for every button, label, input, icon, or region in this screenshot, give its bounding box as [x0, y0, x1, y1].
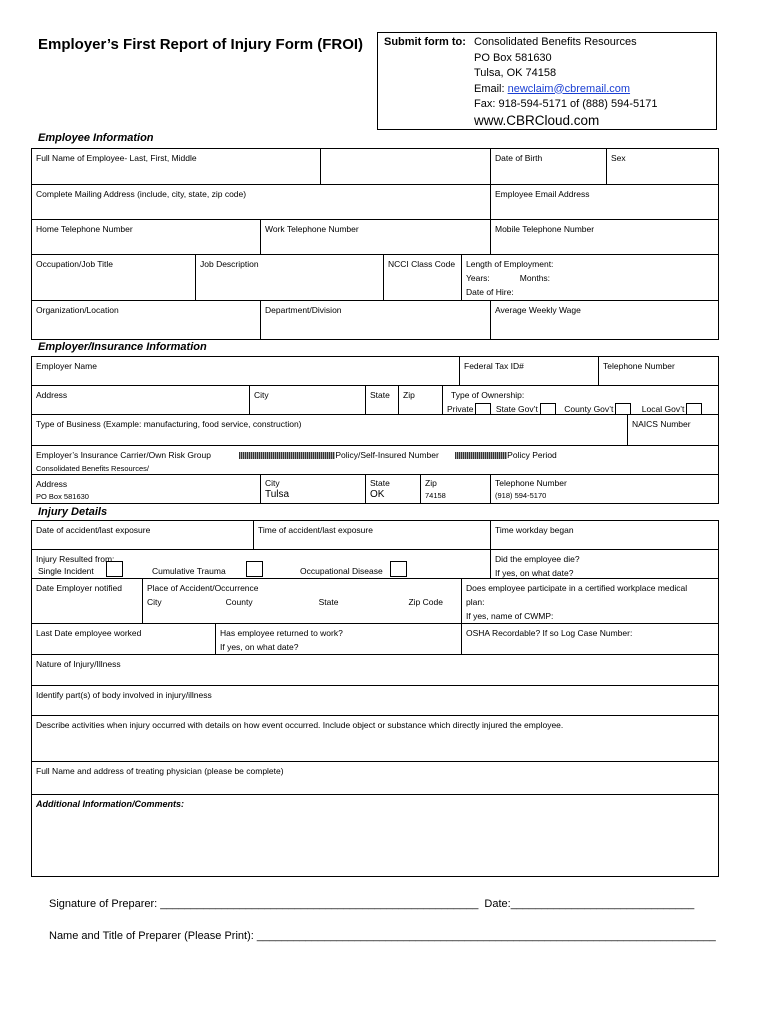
place-city-label: City: [147, 597, 162, 607]
field-label: Date of accident/last exposure: [36, 525, 151, 535]
field-label: Complete Mailing Address (include, city, state, zip code): [36, 189, 247, 199]
field-label: Identify part(s) of body involved in injury/illness: [36, 690, 212, 700]
ownership-field: [442, 385, 719, 415]
field-label: Full Name and address of treating physician (please be complete): [36, 766, 284, 776]
single-incident-label: Single Incident: [38, 566, 94, 576]
field-label: Federal Tax ID#: [464, 361, 524, 371]
email-prefix: Email:: [474, 82, 508, 95]
form-title: Employer’s First Report of Injury Form (FROI): [38, 36, 364, 53]
nature-injury-field[interactable]: [31, 654, 719, 686]
physician-field[interactable]: [31, 761, 719, 795]
place-state-label: State: [318, 597, 339, 607]
field-label: City: [265, 478, 280, 488]
employer-address-field[interactable]: [31, 385, 250, 415]
field-label: If yes, name of CWMP:: [466, 611, 554, 621]
ins-city-field[interactable]: [260, 474, 366, 504]
cumulative-trauma-checkbox[interactable]: [246, 561, 263, 577]
field-label: Sex: [611, 153, 626, 163]
business-type-field[interactable]: [31, 414, 628, 446]
field-label: Length of Employment:: [466, 259, 554, 269]
county-govt-label: County Gov’t: [564, 404, 614, 414]
months-label: Months:: [519, 273, 551, 283]
employer-name-field[interactable]: [31, 356, 460, 386]
field-label: Home Telephone Number: [36, 224, 133, 234]
field-label: Zip: [403, 390, 415, 400]
time-workday-field[interactable]: [490, 520, 719, 550]
carrier-value: Consolidated Benefits Resources/: [36, 464, 149, 473]
employee-dob-field[interactable]: [490, 148, 607, 185]
field-label: NAICS Number: [632, 419, 691, 429]
place-county-label: County: [225, 597, 253, 607]
private-label: Private: [447, 404, 474, 414]
field-label: If yes, on what date?: [495, 568, 574, 578]
employer-state-field[interactable]: [365, 385, 399, 415]
employee-length-field[interactable]: [461, 254, 719, 301]
date-notified-field[interactable]: [31, 578, 143, 624]
place-zip-label: Zip Code: [408, 597, 443, 607]
email-link[interactable]: newclaim@cbremail.com: [507, 82, 631, 95]
occupational-disease-label: Occupational Disease: [300, 566, 383, 576]
employee-job-description-field[interactable]: [195, 254, 384, 301]
field-value: OK: [370, 489, 385, 500]
describe-activities-field[interactable]: [31, 715, 719, 762]
field-value: PO Box 581630: [36, 492, 89, 501]
field-label: State: [370, 390, 390, 400]
field-label: City: [254, 390, 269, 400]
employer-city-field[interactable]: [249, 385, 366, 415]
submit-email: [474, 82, 657, 98]
field-label: Has employee returned to work?: [220, 628, 343, 638]
place-accident-field[interactable]: [142, 578, 462, 624]
state-govt-label: State Gov’t: [495, 404, 538, 414]
employee-section-heading: Employee Information: [38, 132, 154, 144]
injury-section-heading: Injury Details: [38, 506, 108, 518]
employer-tax-id-field[interactable]: [459, 356, 599, 386]
date-accident-field[interactable]: [31, 520, 254, 550]
employer-phone-field[interactable]: [598, 356, 719, 386]
ins-phone-field[interactable]: [490, 474, 719, 504]
employee-occupation-field[interactable]: [31, 254, 196, 301]
cwmp-field[interactable]: [461, 578, 719, 624]
submit-line: Consolidated Benefits Resources: [474, 36, 637, 48]
date-label: Date:______________________________: [484, 898, 695, 910]
field-label: Mobile Telephone Number: [495, 224, 595, 234]
years-months-row: [466, 271, 714, 285]
policy-period-label: Policy Period: [507, 450, 557, 460]
place-subfields: [147, 595, 457, 609]
employee-name-extra-field[interactable]: [320, 148, 491, 185]
field-label: Type of Ownership:: [451, 390, 525, 400]
field-label: Does employee participate in a certified workplace medical: [466, 583, 688, 593]
employee-wage-field[interactable]: [490, 300, 719, 340]
name-title-line[interactable]: Name and Title of Preparer (Please Print): ___________________________________________________________________________: [49, 930, 716, 942]
employee-dept-field[interactable]: [260, 300, 491, 340]
employer-zip-field[interactable]: [398, 385, 443, 415]
field-label: Job Description: [200, 259, 259, 269]
employee-mobile-phone-field[interactable]: [490, 219, 719, 255]
returned-work-field[interactable]: [215, 623, 462, 655]
field-label: Last Date employee worked: [36, 628, 142, 638]
ins-state-field[interactable]: [365, 474, 421, 504]
submit-fax: Fax: 918-594-5171 of (888) 594-5171: [474, 98, 658, 110]
submit-label: Submit form to:: [384, 36, 466, 48]
field-label: Employer Name: [36, 361, 97, 371]
employee-email-field[interactable]: [490, 184, 719, 220]
field-label: Work Telephone Number: [265, 224, 359, 234]
employee-ncci-field[interactable]: [383, 254, 462, 301]
hire-label: Date of Hire:: [466, 287, 514, 297]
field-label: Date of Birth: [495, 153, 543, 163]
submit-line: Tulsa, OK 74158: [474, 67, 557, 79]
field-value: (918) 594-5170: [495, 491, 547, 500]
cumulative-trauma-label: Cumulative Trauma: [152, 566, 226, 576]
carrier-label: Employer’s Insurance Carrier/Own Risk Group: [36, 450, 211, 460]
policy-number-label: Policy/Self-Insured Number: [335, 450, 439, 460]
field-label: Address: [36, 390, 68, 400]
time-accident-field[interactable]: [253, 520, 491, 550]
employee-full-name-field[interactable]: [31, 148, 321, 185]
field-label: Address: [36, 479, 68, 489]
field-label: Injury Resulted from:: [36, 554, 115, 564]
field-label: plan:: [466, 597, 485, 607]
field-label: Type of Business (Example: manufacturing, food service, construction): [36, 419, 302, 429]
field-label: State: [370, 478, 390, 488]
employee-home-phone-field[interactable]: [31, 219, 261, 255]
field-label: Telephone Number: [495, 478, 567, 488]
signature-line[interactable]: [49, 898, 694, 910]
submit-line: PO Box 581630: [474, 51, 552, 64]
ins-zip-field[interactable]: [420, 474, 491, 504]
field-label: Full Name of Employee- Last, First, Middle: [36, 153, 197, 163]
submit-website: www.CBRCloud.com: [474, 112, 600, 128]
field-label: Date Employer notified: [36, 583, 122, 593]
employer-section-heading: Employer/Insurance Information: [38, 341, 207, 353]
field-label: Telephone Number: [603, 361, 675, 371]
field-value: 74158: [425, 491, 446, 500]
field-label: OSHA Recordable? If so Log Case Number:: [466, 628, 633, 638]
field-label: Place of Accident/Occurrence: [147, 583, 259, 593]
osha-field[interactable]: [461, 623, 719, 655]
field-label: Time of accident/last exposure: [258, 525, 373, 535]
redaction-mark: [455, 452, 507, 459]
local-govt-label: Local Gov’t: [641, 404, 685, 414]
field-label: Nature of Injury/Illness: [36, 659, 121, 669]
redaction-mark: [239, 452, 335, 459]
signature-label: Signature of Preparer: ____________________________________________________: [49, 898, 479, 910]
field-label: Occupation/Job Title: [36, 259, 114, 269]
submit-address: [474, 35, 657, 128]
field-label: Additional Information/Comments:: [36, 799, 184, 809]
insurance-carrier-row: [31, 445, 719, 475]
single-incident-checkbox[interactable]: [106, 561, 123, 577]
field-label: Average Weekly Wage: [495, 305, 581, 315]
occupational-disease-checkbox[interactable]: [390, 561, 407, 577]
employee-work-phone-field[interactable]: [260, 219, 491, 255]
field-label: Zip: [425, 478, 437, 488]
field-label: If yes, on what date?: [220, 642, 299, 652]
employee-address-field[interactable]: [31, 184, 491, 220]
body-part-field[interactable]: [31, 685, 719, 716]
employee-org-field[interactable]: [31, 300, 261, 340]
ins-address-field[interactable]: [31, 474, 261, 504]
field-label: Department/Division: [265, 305, 342, 315]
field-label: Organization/Location: [36, 305, 119, 315]
employee-die-field[interactable]: [490, 549, 719, 579]
field-label: Employee Email Address: [495, 189, 590, 199]
field-label: Did the employee die?: [495, 554, 580, 564]
field-label: Time workday began: [495, 525, 574, 535]
years-label: Years:: [466, 273, 490, 283]
field-label: NCCI Class Code: [388, 259, 456, 269]
employee-sex-field[interactable]: [606, 148, 719, 185]
submit-info-box: [377, 32, 717, 130]
additional-info-field[interactable]: [31, 794, 719, 877]
field-value: Tulsa: [265, 489, 290, 500]
field-label: Describe activities when injury occurred with details on how event occurred. Include object or substance which directly injured the employee.: [36, 720, 564, 730]
naics-field[interactable]: [627, 414, 719, 446]
carrier-row-labels: [36, 448, 714, 462]
last-date-worked-field[interactable]: [31, 623, 216, 655]
